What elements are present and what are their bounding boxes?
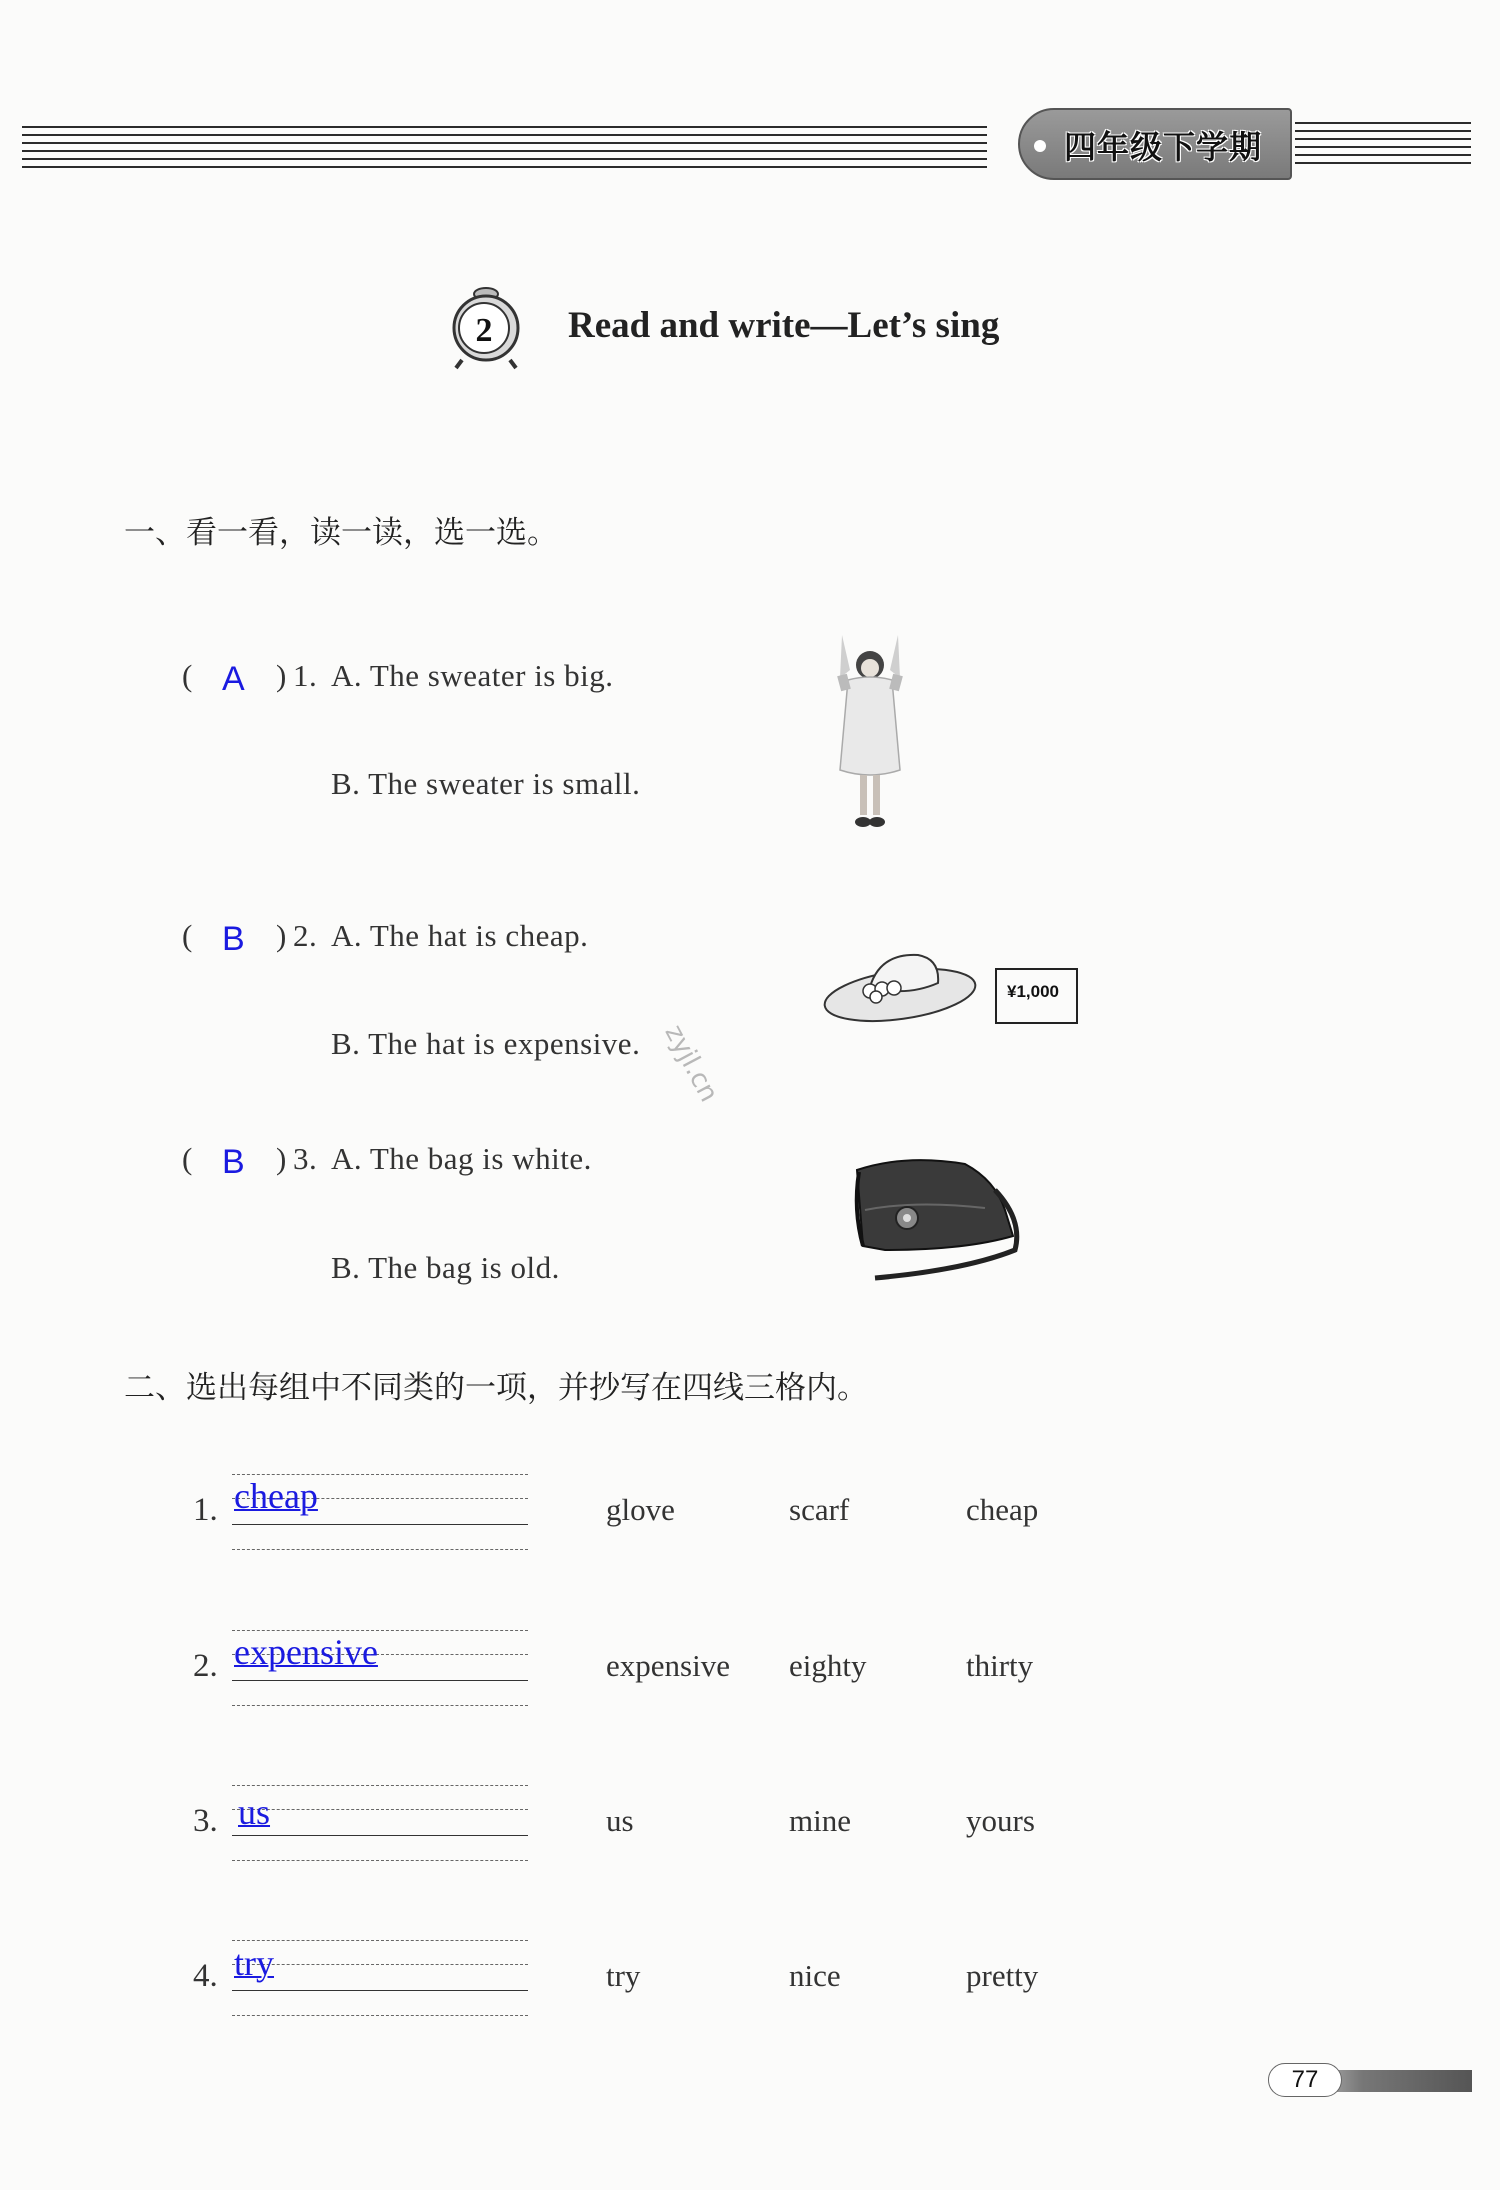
sun-hat-image bbox=[822, 945, 982, 1027]
four-line-grid bbox=[232, 1630, 528, 1706]
choice-word: cheap bbox=[966, 1492, 1039, 1527]
row-number: 3. bbox=[193, 1803, 218, 1839]
option-a: A. The hat is cheap. bbox=[331, 918, 589, 953]
paren-close: ) bbox=[276, 918, 287, 953]
paren-open: ( bbox=[182, 1141, 193, 1176]
written-answer: us bbox=[238, 1792, 271, 1832]
grade-label: 四年级下学期 bbox=[1064, 128, 1263, 166]
paren-close: ) bbox=[276, 658, 287, 693]
choice-word: scarf bbox=[789, 1492, 850, 1527]
lesson-title: Read and write—Let’s sing bbox=[568, 305, 1000, 346]
question-number: 3. bbox=[293, 1141, 318, 1176]
choice-word: thirty bbox=[966, 1648, 1034, 1683]
written-answer: cheap bbox=[234, 1476, 318, 1516]
question-number: 1. bbox=[293, 658, 318, 693]
option-b: B. The sweater is small. bbox=[331, 766, 641, 801]
written-answer: try bbox=[234, 1943, 274, 1983]
answer-3: B bbox=[222, 1143, 245, 1181]
answer-2: B bbox=[222, 920, 245, 958]
row-number: 2. bbox=[193, 1648, 218, 1684]
four-line-grid bbox=[232, 1474, 528, 1550]
choice-word: pretty bbox=[966, 1958, 1039, 1993]
row-number: 4. bbox=[193, 1958, 218, 1994]
alarm-clock-icon bbox=[448, 284, 524, 370]
option-b: B. The hat is expensive. bbox=[331, 1026, 641, 1061]
paren-open: ( bbox=[182, 658, 193, 693]
paren-open: ( bbox=[182, 918, 193, 953]
tab-dot-icon bbox=[1034, 140, 1046, 152]
option-a: A. The bag is white. bbox=[331, 1141, 592, 1176]
choice-word: try bbox=[606, 1958, 641, 1993]
watermark: zyjl.cn bbox=[658, 1020, 724, 1107]
choice-word: yours bbox=[966, 1803, 1035, 1838]
choice-word: glove bbox=[606, 1492, 675, 1527]
choice-word: us bbox=[606, 1803, 634, 1838]
option-b: B. The bag is old. bbox=[331, 1250, 560, 1285]
section1-heading: 一、看一看，读一读，选一选。 bbox=[124, 515, 558, 551]
question-number: 2. bbox=[293, 918, 318, 953]
choice-word: mine bbox=[789, 1803, 851, 1838]
header-rule-left bbox=[22, 126, 987, 170]
four-line-grid bbox=[232, 1785, 528, 1861]
answer-1: A bbox=[222, 660, 245, 698]
section2-heading: 二、选出每组中不同类的一项，并抄写在四线三格内。 bbox=[124, 1370, 868, 1406]
choice-word: expensive bbox=[606, 1648, 730, 1683]
option-a: A. The sweater is big. bbox=[331, 658, 614, 693]
row-number: 1. bbox=[193, 1492, 218, 1528]
shoulder-bag-image bbox=[845, 1150, 1027, 1285]
page-number: 77 bbox=[1291, 2066, 1319, 2093]
four-line-grid bbox=[232, 1940, 528, 2016]
lesson-number: 2 bbox=[475, 312, 493, 349]
paren-close: ) bbox=[276, 1141, 287, 1176]
girl-in-big-sweater-image bbox=[820, 630, 920, 835]
header-rule-right bbox=[1295, 122, 1471, 166]
choice-word: nice bbox=[789, 1958, 841, 1993]
written-answer: expensive bbox=[234, 1632, 378, 1672]
grade-tab bbox=[1018, 108, 1292, 180]
choice-word: eighty bbox=[789, 1648, 867, 1683]
price-tag: ¥1,000 bbox=[995, 968, 1078, 1024]
